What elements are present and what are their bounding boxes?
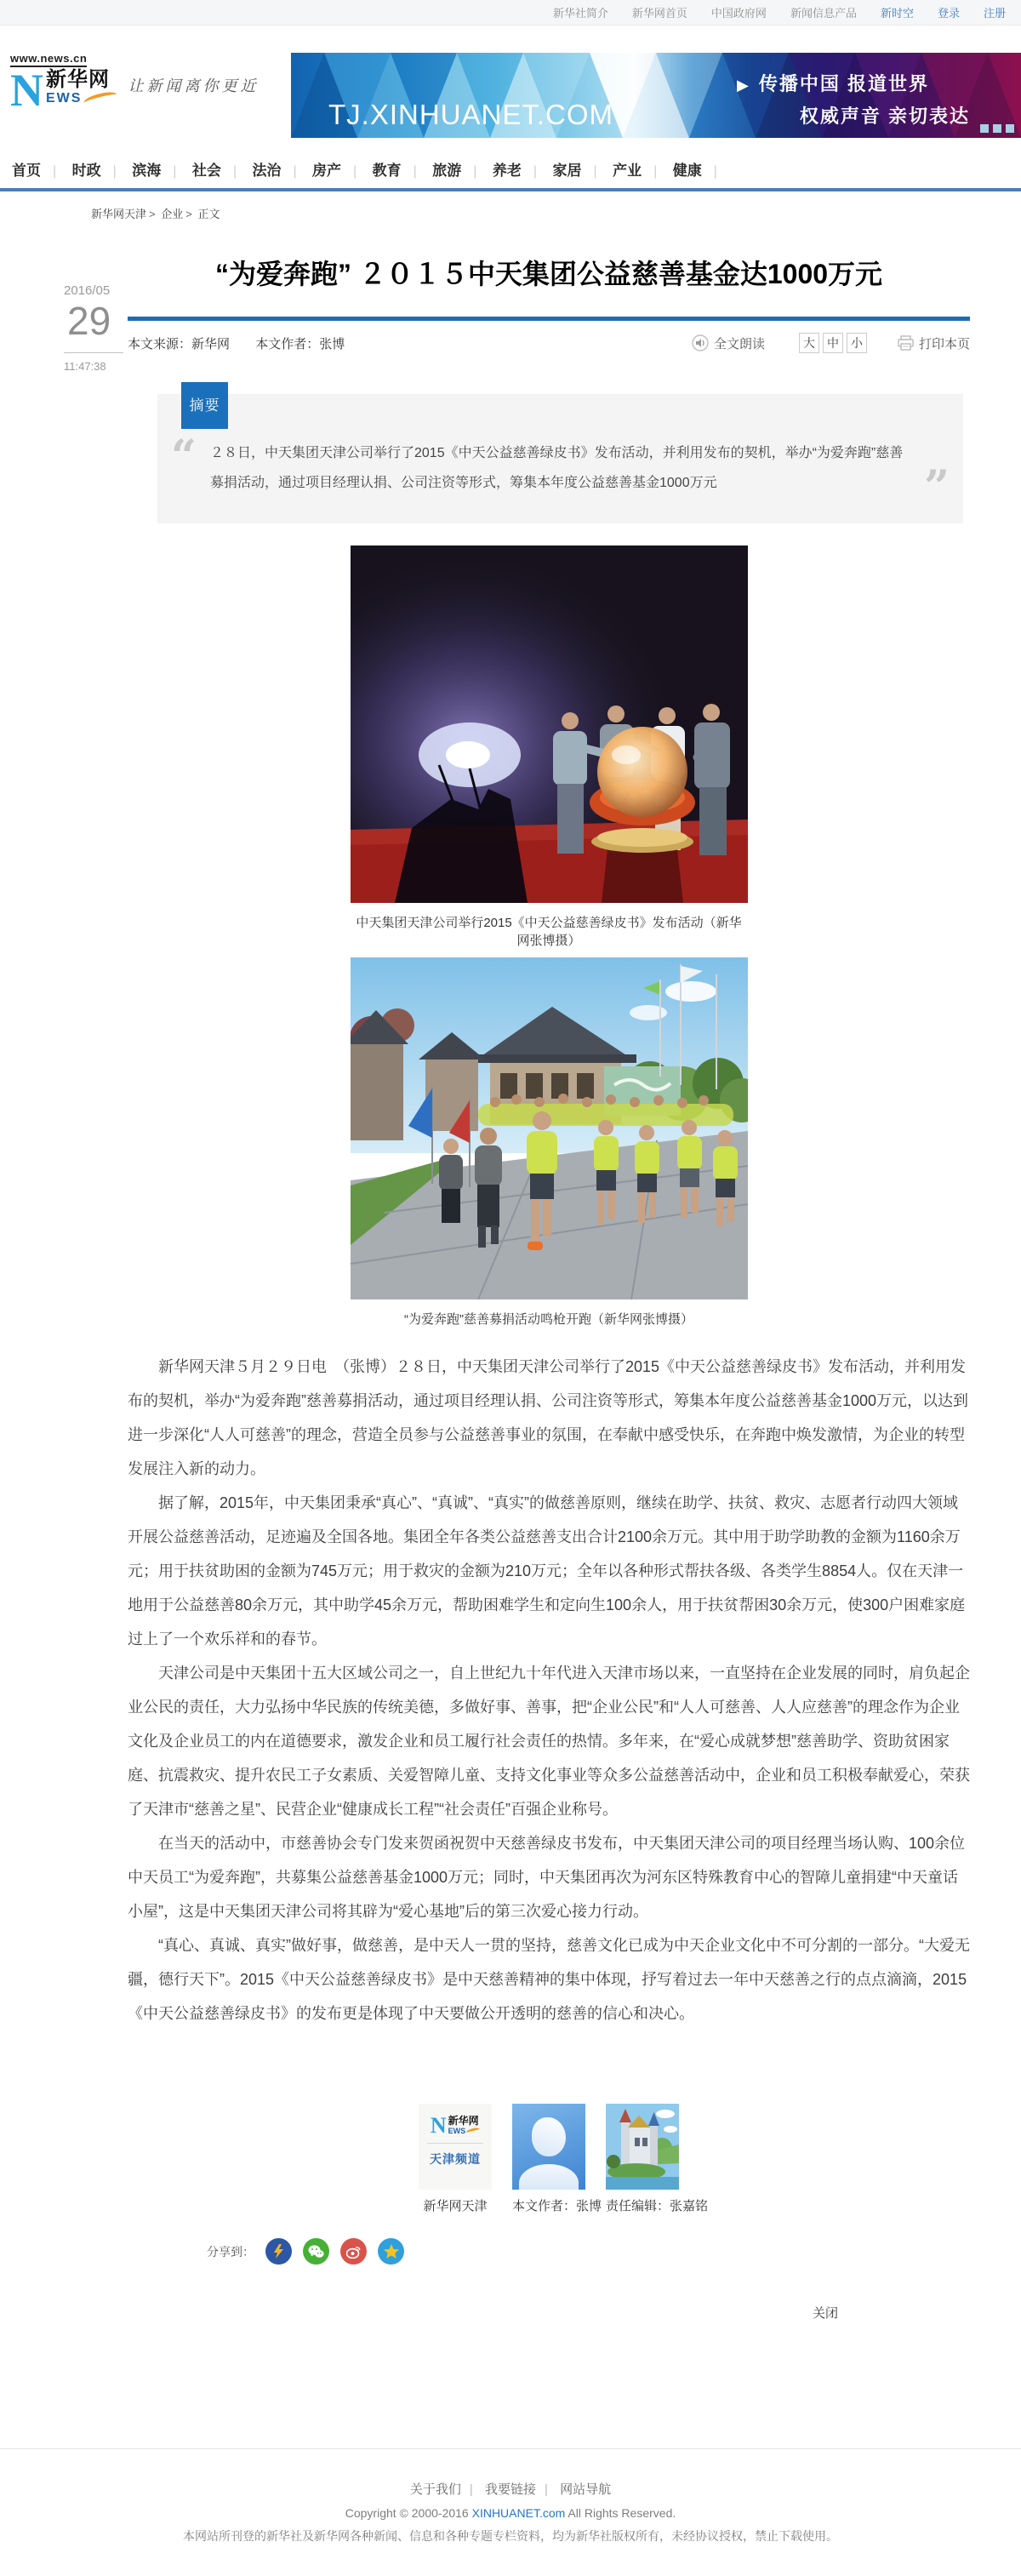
figure-run	[351, 957, 748, 1328]
card-editor[interactable]	[606, 2104, 709, 2214]
footer-link-exchange-link[interactable]: 我要链接	[484, 2482, 536, 2497]
logo-n-letter: N	[10, 65, 43, 116]
nav-item-law[interactable]: 法治	[252, 163, 282, 179]
nav-item-binhai[interactable]: 滨海	[132, 163, 162, 179]
font-size-controls	[799, 333, 867, 353]
figure-stage-caption: 中天集团天津公司举行2015《中天公益慈善绿皮书》发布活动（新华网张博摄）	[356, 916, 742, 948]
nav-item-education[interactable]: 教育	[372, 163, 402, 179]
source-value: 新华网	[191, 336, 231, 351]
editor-avatar	[606, 2104, 679, 2190]
credit-cards	[128, 2104, 970, 2214]
copyright-prefix: Copyright © 2000-2016	[345, 2506, 472, 2520]
breadcrumb-current: 正文	[197, 208, 220, 220]
logo-swoosh-icon	[83, 89, 119, 107]
card-logo-cn: 新华网	[448, 2115, 479, 2127]
paragraph-3: 天津公司是中天集团十五大区域公司之一，自上世纪九十年代进入天津市场以来，一直坚持在企业发展的同时，肩负起企业公民的责任，大力弘扬中华民族的传统美德，多做好事、善事，把“企业公民”和“人人可慈善、人人应慈善”的理念作为企业文化及企业员工的内在道德要求，激发企业和员工履行社会责任的热情。多年来，在“爱心成就梦想”慈善助学、资助贫困家庭、抗震救灾、提升农民工子女素质、关爱智障儿童、支持文化事业等众多公益慈善活动中，企业和员工积极奉献爱心，荣获了天津市“慈善之星”、民营企业“健康成长工程”“社会责任”百强企业称号。	[128, 1665, 970, 1818]
publish-yearmonth: 2016/05	[64, 283, 111, 298]
header	[0, 26, 1021, 138]
font-large-button[interactable]: 大	[799, 333, 819, 353]
topbar-link-news-service[interactable]: 新闻信息产品	[790, 7, 857, 20]
figure-stage	[351, 545, 748, 949]
share-bar	[207, 2238, 970, 2265]
article-meta-bar	[128, 317, 970, 353]
nav-item-society[interactable]: 社会	[191, 163, 221, 179]
figure-run-caption: “为爱奔跑”慈善募捐活动鸣枪开跑（新华网张博摄）	[404, 1312, 693, 1327]
banner-arrow-icon: ▶	[737, 77, 750, 94]
publish-date	[64, 283, 132, 373]
nav-item-industry[interactable]: 产业	[613, 163, 642, 179]
banner-slide-dots[interactable]	[980, 124, 1014, 133]
paragraph-1: 新华网天津５月２９日电 （张博）２８日，中天集团天津公司举行了2015《中天公益慈善绿皮书》发布活动，并利用发布的契机，举办“为爱奔跑”慈善募捐活动，通过项目经理认捐、公司注资等形式，筹集本年度公益慈善基金1000万元，以达到进一步深化“人人可慈善”的理念，营造全员参与公益慈善事业的氛围，在奉献中感受快乐，在奔跑中焕发激情，为企业的转型发展注入新的动力。	[128, 1358, 969, 1477]
main-content	[51, 191, 970, 2321]
article-source-author	[128, 334, 367, 352]
banner-slogan-2: 权威声音 亲切表达	[799, 106, 970, 127]
nav-item-travel[interactable]: 旅游	[432, 163, 462, 179]
footer-about-link[interactable]: 关于我们	[409, 2482, 461, 2497]
open-quote-icon: “	[171, 431, 197, 483]
nav-item-health[interactable]: 健康	[672, 163, 702, 179]
share-qzone-icon[interactable]	[378, 2238, 404, 2265]
print-button[interactable]	[898, 334, 970, 352]
topbar-link-gov[interactable]: 中国政府网	[710, 7, 767, 20]
topbar-link-login[interactable]: 登录	[937, 7, 960, 20]
read-aloud-label: 全文朗读	[713, 336, 765, 351]
date-divider	[64, 352, 123, 353]
abstract-box	[157, 394, 963, 523]
breadcrumb-tianjin[interactable]: 新华网天津	[91, 208, 147, 220]
topbar-link-xinshikong[interactable]: 新时空	[880, 7, 914, 20]
article	[128, 254, 970, 2321]
footer-copyright	[0, 2506, 1021, 2520]
abstract-tab: 摘要	[181, 382, 228, 429]
nav-item-home[interactable]: 首页	[12, 163, 41, 179]
footer-notice: 本网站所刊登的新华社及新华网各种新闻、信息和各种专题专栏资料，均为新华社版权所有，未经协议授权，禁止下载使用。	[183, 2529, 838, 2543]
author-value: 张博	[319, 336, 345, 351]
article-title: “为爱奔跑” ２０１５中天集团公益慈善基金达1000万元	[214, 259, 883, 289]
abstract-text: ２８日，中天集团天津公司举行了2015《中天公益慈善绿皮书》发布活动，并利用发布的契机，举办“为爱奔跑”慈善募捐活动，通过项目经理认捐、公司注资等形式，筹集本年度公益慈善基金1000万元	[210, 446, 904, 490]
author-label: 本文作者：	[255, 336, 320, 351]
copyright-suffix: All Rights Reserved.	[565, 2506, 676, 2520]
xinhua-tianjin-logo	[419, 2104, 492, 2190]
article-body	[128, 1350, 970, 2031]
logo-chinese-name: 新华网	[46, 68, 110, 91]
publish-day: 29	[67, 299, 111, 343]
card-channel-label: 新华网天津	[423, 2199, 488, 2213]
card-author[interactable]	[512, 2104, 602, 2214]
channel-banner[interactable]	[291, 53, 1021, 138]
banner-slogan-1: 传播中国 报道世界	[758, 73, 929, 94]
topbar-link-xinhuanet-home[interactable]: 新华网首页	[631, 7, 687, 20]
footer-links: 关于我们 | 我要链接 | 网站导航	[409, 2482, 612, 2497]
share-wechat-icon[interactable]	[303, 2238, 329, 2265]
topbar-link-register[interactable]: 注册	[983, 7, 1006, 20]
close-row	[128, 2304, 970, 2321]
share-weibo-icon[interactable]	[340, 2238, 367, 2265]
nav-item-politics[interactable]: 时政	[71, 163, 101, 179]
logo-slogan: 让新闻离你更近	[128, 77, 260, 95]
print-label: 打印本页	[918, 336, 970, 351]
copyright-brand[interactable]: XINHUANET.com	[471, 2506, 566, 2520]
nav-item-eldercare[interactable]: 养老	[492, 163, 522, 179]
banner-domain: TJ.XINHUANET.COM	[328, 99, 614, 130]
card-channel[interactable]	[419, 2104, 492, 2214]
topbar	[0, 0, 1021, 26]
source-label: 本文来源：	[128, 336, 192, 351]
printer-icon	[898, 335, 914, 351]
running-photo	[351, 957, 748, 1299]
avatar-head-shape	[532, 2117, 566, 2156]
read-aloud-button[interactable]	[692, 334, 765, 352]
card-logo-swoosh-icon	[466, 2127, 481, 2135]
paragraph-4: 在当天的活动中，市慈善协会专门发来贺函祝贺中天慈善绿皮书发布，中天集团天津公司的项目经理当场认购、100余位中天员工“为爱奔跑”，共募集公益慈善基金1000万元；同时，中天集团再次为河东区特殊教育中心的智障儿童捐建“中天童话小屋”，这是中天集团天津公司将其辟为“爱心基地”后的第三次爱心接力行动。	[128, 1835, 966, 1920]
paragraph-5: “真心、真诚、真实”做好事，做慈善，是中天人一贯的坚持，慈善文化已成为中天企业文化中不可分割的一部分。“大爱无疆，德行天下”。2015《中天公益慈善绿皮书》是中天慈善精神的集中体现，抒写着过去一年中天慈善之行的点点滴滴，2015《中天公益慈善绿皮书》的发布更是体现了中天要做公开透明的慈善的信心和决心。	[128, 1937, 970, 2022]
stage-photo	[351, 545, 748, 903]
main-nav: 首页 | 时政 | 滨海 | 社会 | 法治 | 房产 | 教育 | 旅游 | 养老 | 家居 | 产业 | 健康 |	[0, 158, 1021, 191]
nav-item-realestate[interactable]: 房产	[312, 163, 342, 179]
card-editor-label: 责任编辑：张嘉铭	[606, 2199, 709, 2213]
publish-time: 11:47:38	[64, 360, 106, 373]
share-label: 分享到：	[207, 2244, 254, 2259]
card-logo-ews: EWS	[448, 2127, 466, 2135]
close-quote-icon: ”	[924, 461, 950, 513]
breadcrumb-enterprise[interactable]: 企业	[161, 208, 184, 220]
footer-sitemap-link[interactable]: 网站导航	[560, 2482, 612, 2497]
page-footer	[0, 2448, 1021, 2567]
share-xinhua-xuanwen-icon[interactable]	[265, 2238, 292, 2265]
author-avatar	[512, 2104, 585, 2190]
castle-illustration	[606, 2104, 679, 2190]
avatar-body-shape	[519, 2164, 579, 2190]
nav-item-home-living[interactable]: 家居	[552, 163, 582, 179]
logo-ews-text: EWS	[46, 91, 83, 106]
font-small-button[interactable]: 小	[847, 333, 867, 353]
card-author-label: 本文作者：张博	[512, 2199, 602, 2213]
font-medium-button[interactable]: 中	[823, 333, 843, 353]
card-logo-channel: 天津频道	[430, 2152, 481, 2166]
close-link[interactable]: 关闭	[813, 2306, 839, 2321]
site-logo[interactable]	[9, 51, 291, 138]
speaker-icon	[692, 334, 709, 351]
site-url-text: www.news.cn	[10, 52, 87, 67]
breadcrumb: 新华网天津 > 企业 > 正文	[91, 208, 220, 220]
topbar-link-xinhuashe[interactable]: 新华社简介	[552, 7, 608, 20]
card-logo-n: N	[430, 2113, 447, 2138]
paragraph-2: 据了解，2015年，中天集团秉承“真心”、“真诚”、“真实”的做慈善原则，继续在助学、扶贫、救灾、志愿者行动四大领域开展公益慈善活动，足迹遍及全国各地。集团全年各类公益慈善支出合计2100余万元。其中用于助学助教的金额为1160余万元；用于扶贫助困的金额为745万元；用于救灾的金额为210万元；全年以各种形式帮扶各级、各类学生8854人。仅在天津一地用于公益慈善80余万元，其中助学45余万元，帮助困难学生和定向生100余人，用于扶贫帮困30余万元，使300户困难家庭过上了一个欢乐祥和的春节。	[128, 1494, 966, 1648]
